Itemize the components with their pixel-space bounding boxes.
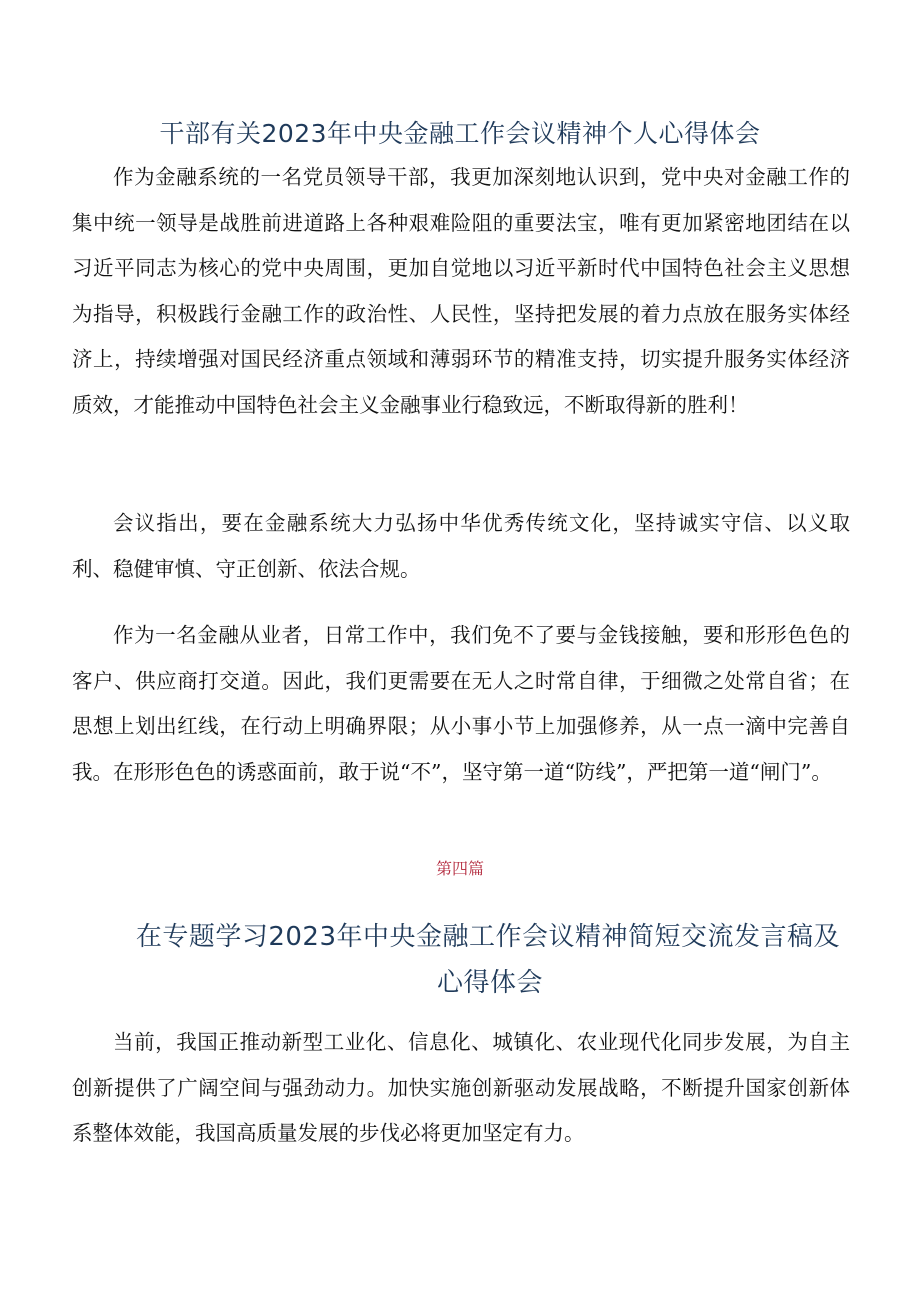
- paragraph-3: 作为一名金融从业者，日常工作中，我们免不了要与金钱接触，要和形形色色的客户、供应商打交道。因此，我们更需要在无人之时常自律，于细微之处常自省；在思想上划出红线，在行动上明确界限；从小事小节上加强修养，从一点一滴中完善自我。在形形色色的诱惑面前，敢于说“不”，坚守第一道“防线”，严把第一道“闸门”。: [72, 623, 850, 784]
- section-label: 第四篇: [435, 859, 484, 878]
- paragraph-2: 会议指出，要在金融系统大力弘扬中华优秀传统文化，坚持诚实守信、以义取利、稳健审慎、守正创新、依法合规。: [72, 511, 850, 581]
- section-title-line-1: 在专题学习2023年中央金融工作会议精神简短交流发言稿及: [135, 922, 840, 952]
- section-title-line-2: 心得体会: [436, 968, 543, 998]
- paragraph-4: 当前，我国正推动新型工业化、信息化、城镇化、农业现代化同步发展，为自主创新提供了广阔空间与强劲动力。加快实施创新驱动发展战略，不断提升国家创新体系整体效能，我国高质量发展的步伐必将更加坚定有力。: [72, 1030, 850, 1145]
- paragraph-1: 作为金融系统的一名党员领导干部，我更加深刻地认识到，党中央对金融工作的集中统一领导是战胜前进道路上各种艰难险阻的重要法宝，唯有更加紧密地团结在以习近平同志为核心的党中央周围，更加自觉地以习近平新时代中国特色社会主义思想为指导，积极践行金融工作的政治性、人民性，坚持把发展的着力点放在服务实体经济上，持续增强对国民经济重点领域和薄弱环节的精准支持，切实提升服务实体经济质效，才能推动中国特色社会主义金融事业行稳致远，不断取得新的胜利！: [72, 165, 850, 417]
- document-title: 干部有关2023年中央金融工作会议精神个人心得体会: [159, 119, 761, 148]
- section-title: [70, 914, 850, 1006]
